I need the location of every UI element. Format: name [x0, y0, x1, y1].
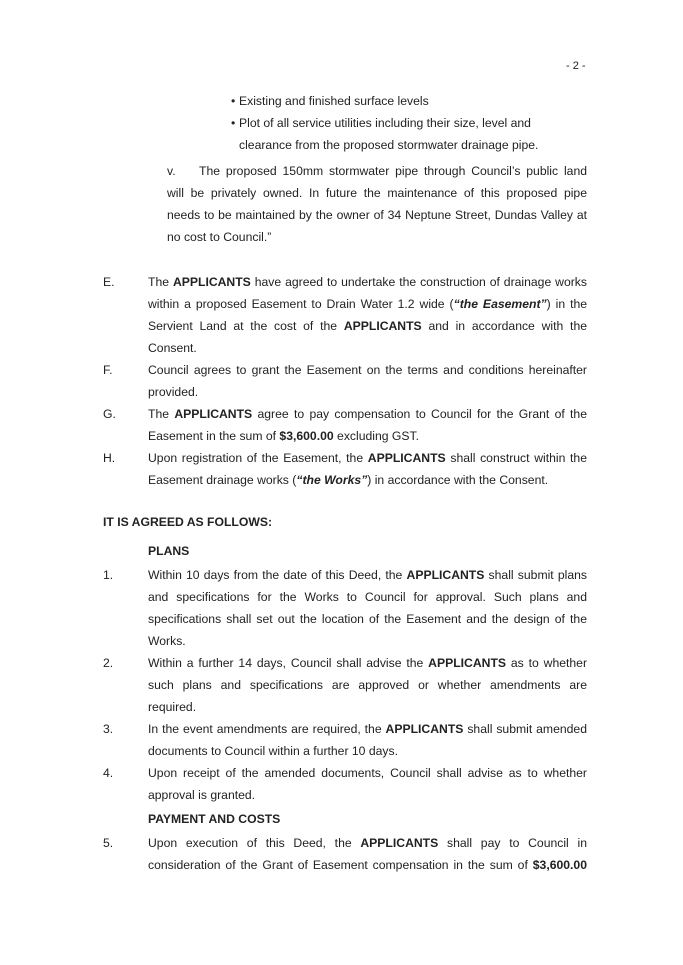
- clause-1-text: Within 10 days from the date of this Deed, the APPLICANTS shall submit plans and specifications for the Works to Council for approval. Such plans and specifications shall set out the location of the Easement and the design of the Works.: [148, 568, 588, 648]
- item-v-text: The proposed 150mm stormwater pipe through Council’s public land will be privately owned. In future the maintenance of this proposed pipe needs to be maintained by the owner of 34 Neptune Street, Dundas Valley at no cost to Council.”: [167, 164, 587, 244]
- agreed-heading: IT IS AGREED AS FOLLOWS:: [103, 515, 273, 529]
- plans-heading: PLANS: [148, 544, 190, 558]
- recital-e-text: The APPLICANTS have agreed to undertake the construction of drainage works within a proposed Easement to Drain Water 1.2 wide (“the Easement”) in the Servient Land at the cost of the APPLICANTS and in accordance with the Consent.: [148, 275, 588, 355]
- page-number: - 2 -: [566, 60, 586, 72]
- clause-1-label: 1.: [103, 568, 114, 582]
- recital-g-label: G.: [103, 407, 116, 421]
- bullet-item: • Existing and finished surface levels: [231, 90, 561, 112]
- payment-heading: PAYMENT AND COSTS: [148, 812, 281, 826]
- clause-5-label: 5.: [103, 836, 114, 850]
- item-v-label: v.: [167, 164, 176, 178]
- clause-2-label: 2.: [103, 656, 114, 670]
- recital-f-label: F.: [103, 363, 113, 377]
- bullet-item: • Plot of all service utilities including their size, level and: [231, 112, 561, 134]
- recital-f-text: Council agrees to grant the Easement on the terms and conditions hereinafter provided.: [148, 363, 587, 399]
- recital-h-text: Upon registration of the Easement, the APPLICANTS shall construct within the Easement drainage works (“the Works”) in accordance with the Consent.: [148, 451, 587, 487]
- clause-4-text: Upon receipt of the amended documents, Council shall advise as to whether approval is granted.: [148, 766, 587, 802]
- recital-g-text: The APPLICANTS agree to pay compensation to Council for the Grant of the Easement in the sum of $3,600.00 excluding GST.: [148, 407, 587, 443]
- clause-2-text: Within a further 14 days, Council shall advise the APPLICANTS as to whether such plans and specifications are approved or whether amendments are required.: [148, 656, 587, 714]
- clause-3-label: 3.: [103, 722, 114, 736]
- bullet-icon: •: [231, 94, 236, 108]
- recital-e-label: E.: [103, 275, 115, 289]
- clause-4-label: 4.: [103, 766, 114, 780]
- bullet-icon: •: [231, 116, 236, 130]
- clause-3-text: In the event amendments are required, the APPLICANTS shall submit amended documents to Council within a further 10 days.: [148, 722, 587, 758]
- bullet-continuation: clearance from the proposed stormwater drainage pipe.: [239, 138, 539, 152]
- clause-5-text: Upon execution of this Deed, the APPLICANTS shall pay to Council in consideration of the Grant of Easement compensation in the sum of $3,600.00: [148, 836, 587, 872]
- recital-h-label: H.: [103, 451, 116, 465]
